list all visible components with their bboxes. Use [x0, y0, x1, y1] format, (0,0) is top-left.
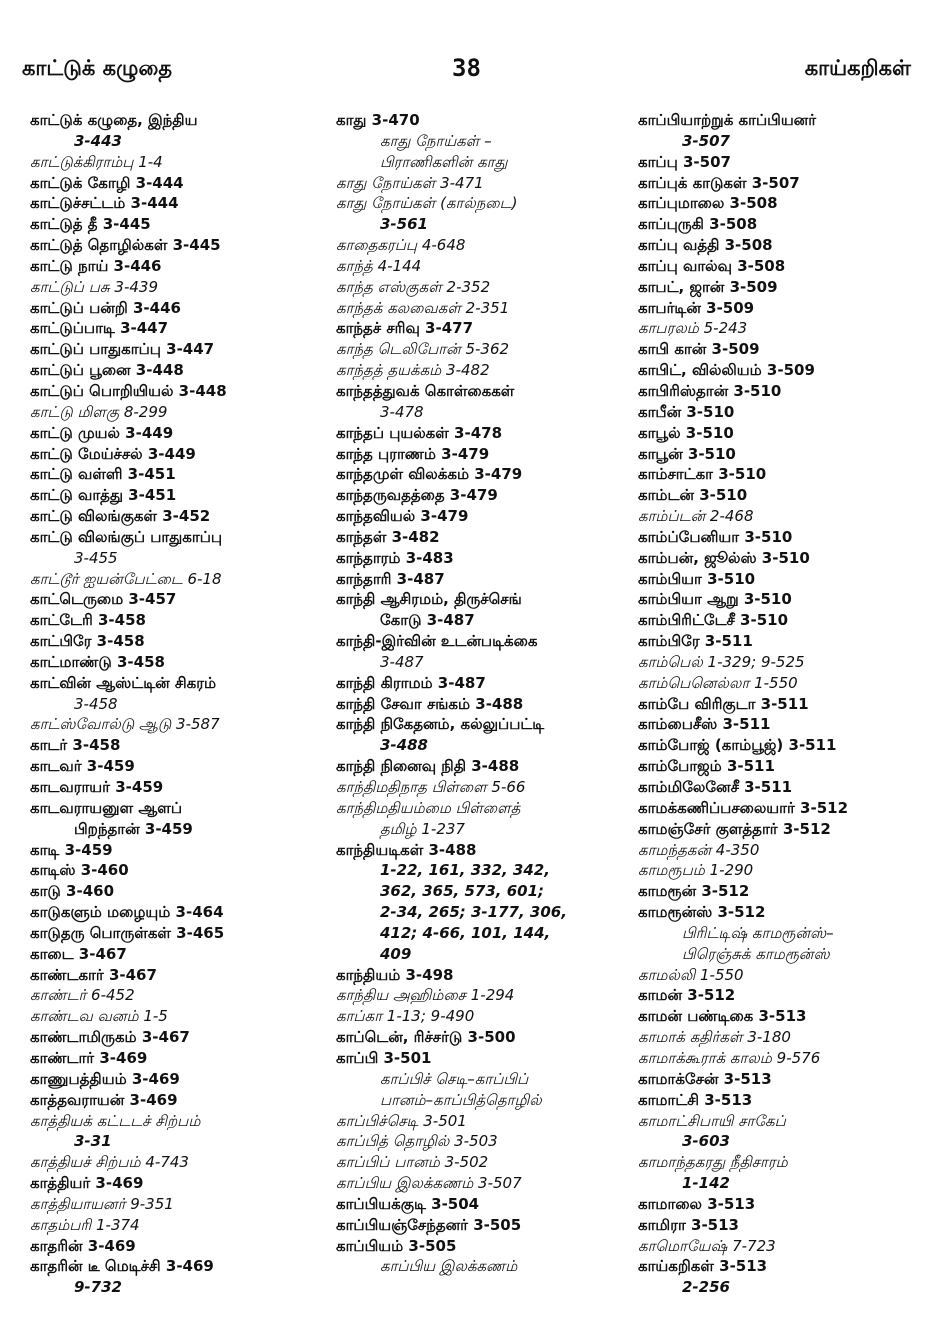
index-entry: காதரின் 3-469 — [30, 1236, 136, 1255]
index-entry: காம்பியா 3-510 — [638, 569, 756, 588]
index-entry: காதரின் டீ மெடிச்சி 3-469 — [30, 1257, 214, 1276]
index-entry: காந்தியடிகள் 3-488 — [336, 840, 477, 859]
index-entry: காப்பிப் பானம் 3-502 — [336, 1153, 489, 1172]
index-entry: காபூல் 3-510 — [638, 423, 734, 442]
index-entry: காந்தத்துவக் கொள்கைகள் — [336, 381, 515, 400]
index-entry: காமொயேஷ் 7-723 — [638, 1236, 776, 1255]
index-entry: காந்தி கிராமம் 3-487 — [336, 673, 486, 692]
index-entry: காது நோய்கள் 3-471 — [336, 173, 484, 192]
index-entry: காந்தச் சரிவு 3-477 — [336, 319, 474, 338]
index-entry: காந்தி சேவா சங்கம் 3-488 — [336, 694, 524, 713]
index-entry: காட்டுப்பாடி 3-447 — [30, 319, 169, 338]
index-entry: காந்தி நிகேதனம், கல்லுப்பட்டி — [336, 715, 545, 734]
index-entry: காட்டு மிளகு 8-299 — [30, 402, 168, 421]
index-entry: காட்டுப் பூனை 3-448 — [30, 361, 184, 380]
index-entry-continuation: 3-488 — [380, 736, 428, 755]
index-entry: காமாக்கூராக் காலம் 9-576 — [638, 1048, 821, 1067]
index-entry: காட்டுத் தொழில்கள் 3-445 — [30, 236, 221, 255]
index-entry: காட்மாண்டு 3-458 — [30, 652, 165, 671]
index-entry: காட்டு முயல் 3-449 — [30, 423, 174, 442]
index-entry-continuation: 3-455 — [74, 548, 118, 567]
index-entry: காட்டு விலங்குகள் 3-452 — [30, 507, 211, 526]
index-entry: காடவர் 3-459 — [30, 757, 135, 776]
index-entry: காம்பைசீஸ் 3-511 — [638, 715, 771, 734]
index-entry-continuation: பிரிட்டிஷ் காமரூன்ஸ்– — [682, 923, 834, 942]
index-entry: காம்போஜ் (காம்பூஜ்) 3-511 — [638, 736, 837, 755]
index-entry: காய்கறிகள் 3-513 — [638, 1257, 768, 1276]
index-entry: காமிரா 3-513 — [638, 1215, 739, 1234]
index-entry: காப்பு 3-507 — [638, 152, 731, 171]
index-entry: காமஞ்சேர் குளத்தார் 3-512 — [638, 819, 831, 838]
index-entry: காம்ப்டன் 2-468 — [638, 507, 754, 526]
index-entry: காமாக் கதிர்கள் 3-180 — [638, 1028, 791, 1047]
index-entry: காண்டகார் 3-467 — [30, 965, 157, 984]
index-entry: காப்புமாலை 3-508 — [638, 194, 778, 213]
index-entry: காட்டேரி 3-458 — [30, 611, 146, 630]
index-entry-continuation: காப்பிய இலக்கணம் — [380, 1257, 518, 1276]
index-entry: காப்புக் காடுகள் 3-507 — [638, 173, 800, 192]
index-entry: காப்பியாற்றுக் காப்பியனர் — [638, 111, 817, 129]
index-entry-continuation: 1-142 — [682, 1174, 730, 1193]
index-entry: காம்பெல் 1-329; 9-525 — [638, 652, 805, 671]
index-entry: காட்டுப் பொறியியல் 3-448 — [30, 381, 227, 400]
index-entry: காமரூன்ஸ் 3-512 — [638, 903, 766, 922]
index-entry-continuation: 3-443 — [74, 131, 122, 150]
index-entry: காந்த டெலிபோன் 5-362 — [336, 340, 510, 359]
index-entry: காமந்தகன் 4-350 — [638, 840, 760, 859]
index-entry: காண்டவ வனம் 1-5 — [30, 1007, 168, 1026]
index-entry: காந்த எஸ்குகள் 2-352 — [336, 277, 491, 296]
index-entry-continuation: பிரெஞ்சுக் காமரூன்ஸ் — [682, 944, 830, 963]
index-entry: காந்தி நினைவு நிதி 3-488 — [336, 757, 520, 776]
index-entry: காந்தாரம் 3-483 — [336, 548, 454, 567]
index-column-1 — [30, 110, 330, 1298]
index-entry: காமாக்சேன் 3-513 — [638, 1069, 772, 1088]
index-entry: காப்பிச்செடி 3-501 — [336, 1111, 467, 1130]
index-entry: காம்பெனெல்லா 1-550 — [638, 673, 798, 692]
index-entry: காந்தமுள் விலக்கம் 3-479 — [336, 465, 523, 484]
index-entry: காட்டுச்சட்டம் 3-444 — [30, 194, 179, 213]
index-entry: காத்தவராயன் 3-469 — [30, 1090, 178, 1109]
index-entry: காண்டாமிருகம் 3-467 — [30, 1028, 190, 1047]
index-entry: காந்தியம் 3-498 — [336, 965, 454, 984]
index-entry-continuation: பிறந்தான் 3-459 — [74, 819, 193, 838]
index-entry: காடு 3-460 — [30, 882, 115, 901]
index-entry-continuation: 412; 4-66, 101, 144, — [380, 923, 551, 942]
index-entry: காட்டு நாய் 3-446 — [30, 256, 162, 275]
index-entry: காபிரிஸ்தான் 3-510 — [638, 381, 782, 400]
index-entry: காபட், ஜான் 3-509 — [638, 277, 778, 296]
index-entry: காட்டுக்கிராம்பு 1-4 — [30, 152, 163, 171]
index-entry: காமக்கணிப்பசலையார் 3-512 — [638, 798, 849, 817]
index-entry-continuation: 2-256 — [682, 1278, 730, 1297]
index-entry-continuation: 1-22, 161, 332, 342, — [380, 861, 550, 880]
index-entry: காப்புருகி 3-508 — [638, 215, 758, 234]
index-entry: காம்சாட்கா 3-510 — [638, 465, 767, 484]
index-entry: காமாட்சிபாயி சாகேப் — [638, 1111, 786, 1130]
index-entry: காந்தத் தயக்கம் 3-482 — [336, 361, 490, 380]
index-entry: காமாந்தகரது நீதிசாரம் — [638, 1153, 788, 1172]
index-entry: காட்டூர் ஐயன்பேட்டை 6-18 — [30, 569, 222, 588]
index-entry-continuation: 2-34, 265; 3-177, 306, — [380, 903, 567, 922]
index-entry: காப்பி 3-501 — [336, 1048, 432, 1067]
index-entry: காம்பிரிட்டேசீ 3-510 — [638, 611, 789, 630]
index-entry-continuation: 3-487 — [380, 652, 424, 671]
index-entry: காடி 3-459 — [30, 840, 113, 859]
index-entry-continuation: 409 — [380, 944, 412, 963]
index-entry: காந்தி ஆசிரமம், திருச்செங் — [336, 590, 522, 609]
index-entry: காத்தியக் கட்டடச் சிற்பம் — [30, 1111, 201, 1130]
index-entry: காம்பே விரிகுடா 3-511 — [638, 694, 809, 713]
index-column-2 — [336, 110, 628, 1277]
index-entry: காத்தியாயனர் 9-351 — [30, 1194, 174, 1213]
index-entry: காத்தியர் 3-469 — [30, 1174, 144, 1193]
index-entry: காபூன் 3-510 — [638, 444, 736, 463]
index-entry: காப்பு வத்தி 3-508 — [638, 236, 773, 255]
index-entry-continuation: 3-561 — [380, 215, 428, 234]
index-entry: காம்ப்பேனியா 3-510 — [638, 527, 793, 546]
index-entry: காம்போஜம் 3-511 — [638, 757, 775, 776]
index-entry: காம்பியா ஆறு 3-510 — [638, 590, 792, 609]
index-entry-continuation: பிராணிகளின் காது — [380, 152, 508, 171]
running-header-left: காட்டுக் கழுதை — [22, 56, 173, 80]
index-entry: காந்த் 4-144 — [336, 256, 422, 275]
index-column-3 — [638, 110, 928, 1298]
index-entry-continuation: 3-31 — [74, 1132, 112, 1151]
index-entry: காட்டு விலங்குப் பாதுகாப்பு — [30, 527, 223, 546]
index-entry: காமாட்சி 3-513 — [638, 1090, 753, 1109]
index-entry-continuation: 3-507 — [682, 131, 730, 150]
index-entry: காட்டுக் கழுதை, இந்திய — [30, 111, 198, 129]
index-entry: காட்டுக் கோழி 3-444 — [30, 173, 184, 192]
index-entry: காட்டுப் பன்றி 3-446 — [30, 298, 181, 317]
index-entry-continuation: 3-458 — [74, 694, 118, 713]
index-entry-continuation: கோடு 3-487 — [380, 611, 475, 630]
index-entry-continuation: 362, 365, 573, 601; — [380, 882, 545, 901]
index-entry: காட்வின் ஆஸ்ட்டின் சிகரம் — [30, 673, 217, 692]
index-entry: காத்தியச் சிற்பம் 4-743 — [30, 1153, 189, 1172]
index-entry: காப்கா 1-13; 9-490 — [336, 1007, 475, 1026]
index-entry: காந்தப் புயல்கள் 3-478 — [336, 423, 503, 442]
index-entry: காட்டுப் பசு 3-439 — [30, 277, 158, 296]
page-number: 38 — [452, 54, 481, 82]
index-entry-continuation: 3-603 — [682, 1132, 730, 1151]
index-entry: காட்டு வள்ளி 3-451 — [30, 465, 176, 484]
index-entry: காடுதரு பொருள்கள் 3-465 — [30, 923, 225, 942]
index-entry: காந்திமதிநாத பிள்ளை 5-66 — [336, 778, 526, 796]
index-entry: காபர்டின் 3-509 — [638, 298, 755, 317]
index-entry: காபீன் 3-510 — [638, 402, 735, 421]
index-entry: காப்பித் தொழில் 3-503 — [336, 1132, 498, 1151]
index-entry: காப்பியம் 3-505 — [336, 1236, 457, 1255]
index-entry: காட்பிரே 3-458 — [30, 632, 145, 651]
index-entry: காந்தள் 3-482 — [336, 527, 440, 546]
index-entry-continuation: காது நோய்கள் – — [380, 131, 492, 150]
index-entry: காட்டுத் தீ 3-445 — [30, 215, 151, 234]
index-entry: காம்டன் 3-510 — [638, 486, 748, 505]
index-entry: காம்மிலேனேசீ 3-511 — [638, 778, 793, 796]
index-entry-continuation: தமிழ் 1-237 — [380, 819, 465, 838]
index-entry: காமல்லி 1-550 — [638, 965, 744, 984]
index-entry: காணுபத்தியம் 3-469 — [30, 1069, 180, 1088]
index-entry: காம்பிரே 3-511 — [638, 632, 753, 651]
index-entry: காதைகரப்பு 4-648 — [336, 236, 466, 255]
index-entry: காட்டெருமை 3-457 — [30, 590, 177, 609]
index-entry: காப்பியஞ்சேந்தனர் 3-505 — [336, 1215, 522, 1234]
index-entry: காமன் பண்டிகை 3-513 — [638, 1007, 807, 1026]
index-entry: காடவராயனுள ஆளப் — [30, 798, 182, 817]
index-entry-continuation: காப்பிச் செடி–காப்பிப் — [380, 1069, 529, 1088]
index-entry: காட்டுப் பாதுகாப்பு 3-447 — [30, 340, 215, 359]
index-entry: காடுகளும் மழையும் 3-464 — [30, 903, 224, 922]
running-header-right: காய்கறிகள் — [804, 56, 911, 80]
index-entry: காந்தவியல் 3-479 — [336, 507, 469, 526]
index-entry: காம்பன், ஜூல்ஸ் 3-510 — [638, 548, 810, 567]
index-entry: காந்தருவதத்தை 3-479 — [336, 486, 498, 505]
index-entry: காமரூன் 3-512 — [638, 882, 750, 901]
index-entry: காண்டர் 6-452 — [30, 986, 135, 1005]
index-entry: காட்டு மேய்ச்சல் 3-449 — [30, 444, 196, 463]
index-entry: காந்தி-இர்வின் உடன்படிக்கை — [336, 632, 538, 651]
index-entry: காண்டார் 3-469 — [30, 1048, 148, 1067]
index-entry: காப்பிய இலக்கணம் 3-507 — [336, 1174, 522, 1193]
index-entry: காடை 3-467 — [30, 944, 127, 963]
index-entry: காட்டு வாத்து 3-451 — [30, 486, 177, 505]
index-entry: காடிஸ் 3-460 — [30, 861, 129, 880]
index-entry: காந்திய அஹிம்சை 1-294 — [336, 986, 515, 1005]
index-entry: காந்திமதியம்மை பிள்ளைத் — [336, 798, 521, 817]
index-entry: காட்ஸ்வோல்டு ஆடு 3-587 — [30, 715, 220, 734]
index-entry: காப்டென், ரிச்சர்டு 3-500 — [336, 1028, 516, 1047]
index-entry: காபரலம் 5-243 — [638, 319, 748, 338]
index-entry: காப்பு வால்வு 3-508 — [638, 256, 786, 275]
index-entry-continuation: 9-732 — [74, 1278, 122, 1297]
index-entry: காந்தக் கலவைகள் 2-351 — [336, 298, 510, 317]
index-entry: காபி கான் 3-509 — [638, 340, 760, 359]
index-entry: காந்தாரி 3-487 — [336, 569, 445, 588]
index-entry-continuation: 3-478 — [380, 402, 424, 421]
index-entry: காப்பியக்குடி 3-504 — [336, 1194, 480, 1213]
index-entry: காமன் 3-512 — [638, 986, 736, 1005]
index-entry: காமரூபம் 1-290 — [638, 861, 754, 880]
index-entry: காடவராயர் 3-459 — [30, 778, 164, 796]
index-entry: காது நோய்கள் (கால்நடை) — [336, 194, 518, 213]
index-entry: காதம்பரி 1-374 — [30, 1215, 140, 1234]
index-entry: காடர் 3-458 — [30, 736, 121, 755]
index-entry: காது 3-470 — [336, 111, 420, 129]
index-entry: காந்த புராணம் 3-479 — [336, 444, 490, 463]
index-entry-continuation: பானம்–காப்பித்தொழில் — [380, 1090, 542, 1109]
index-entry: காபிட், வில்லியம் 3-509 — [638, 361, 815, 380]
index-entry: காமாலை 3-513 — [638, 1194, 756, 1213]
